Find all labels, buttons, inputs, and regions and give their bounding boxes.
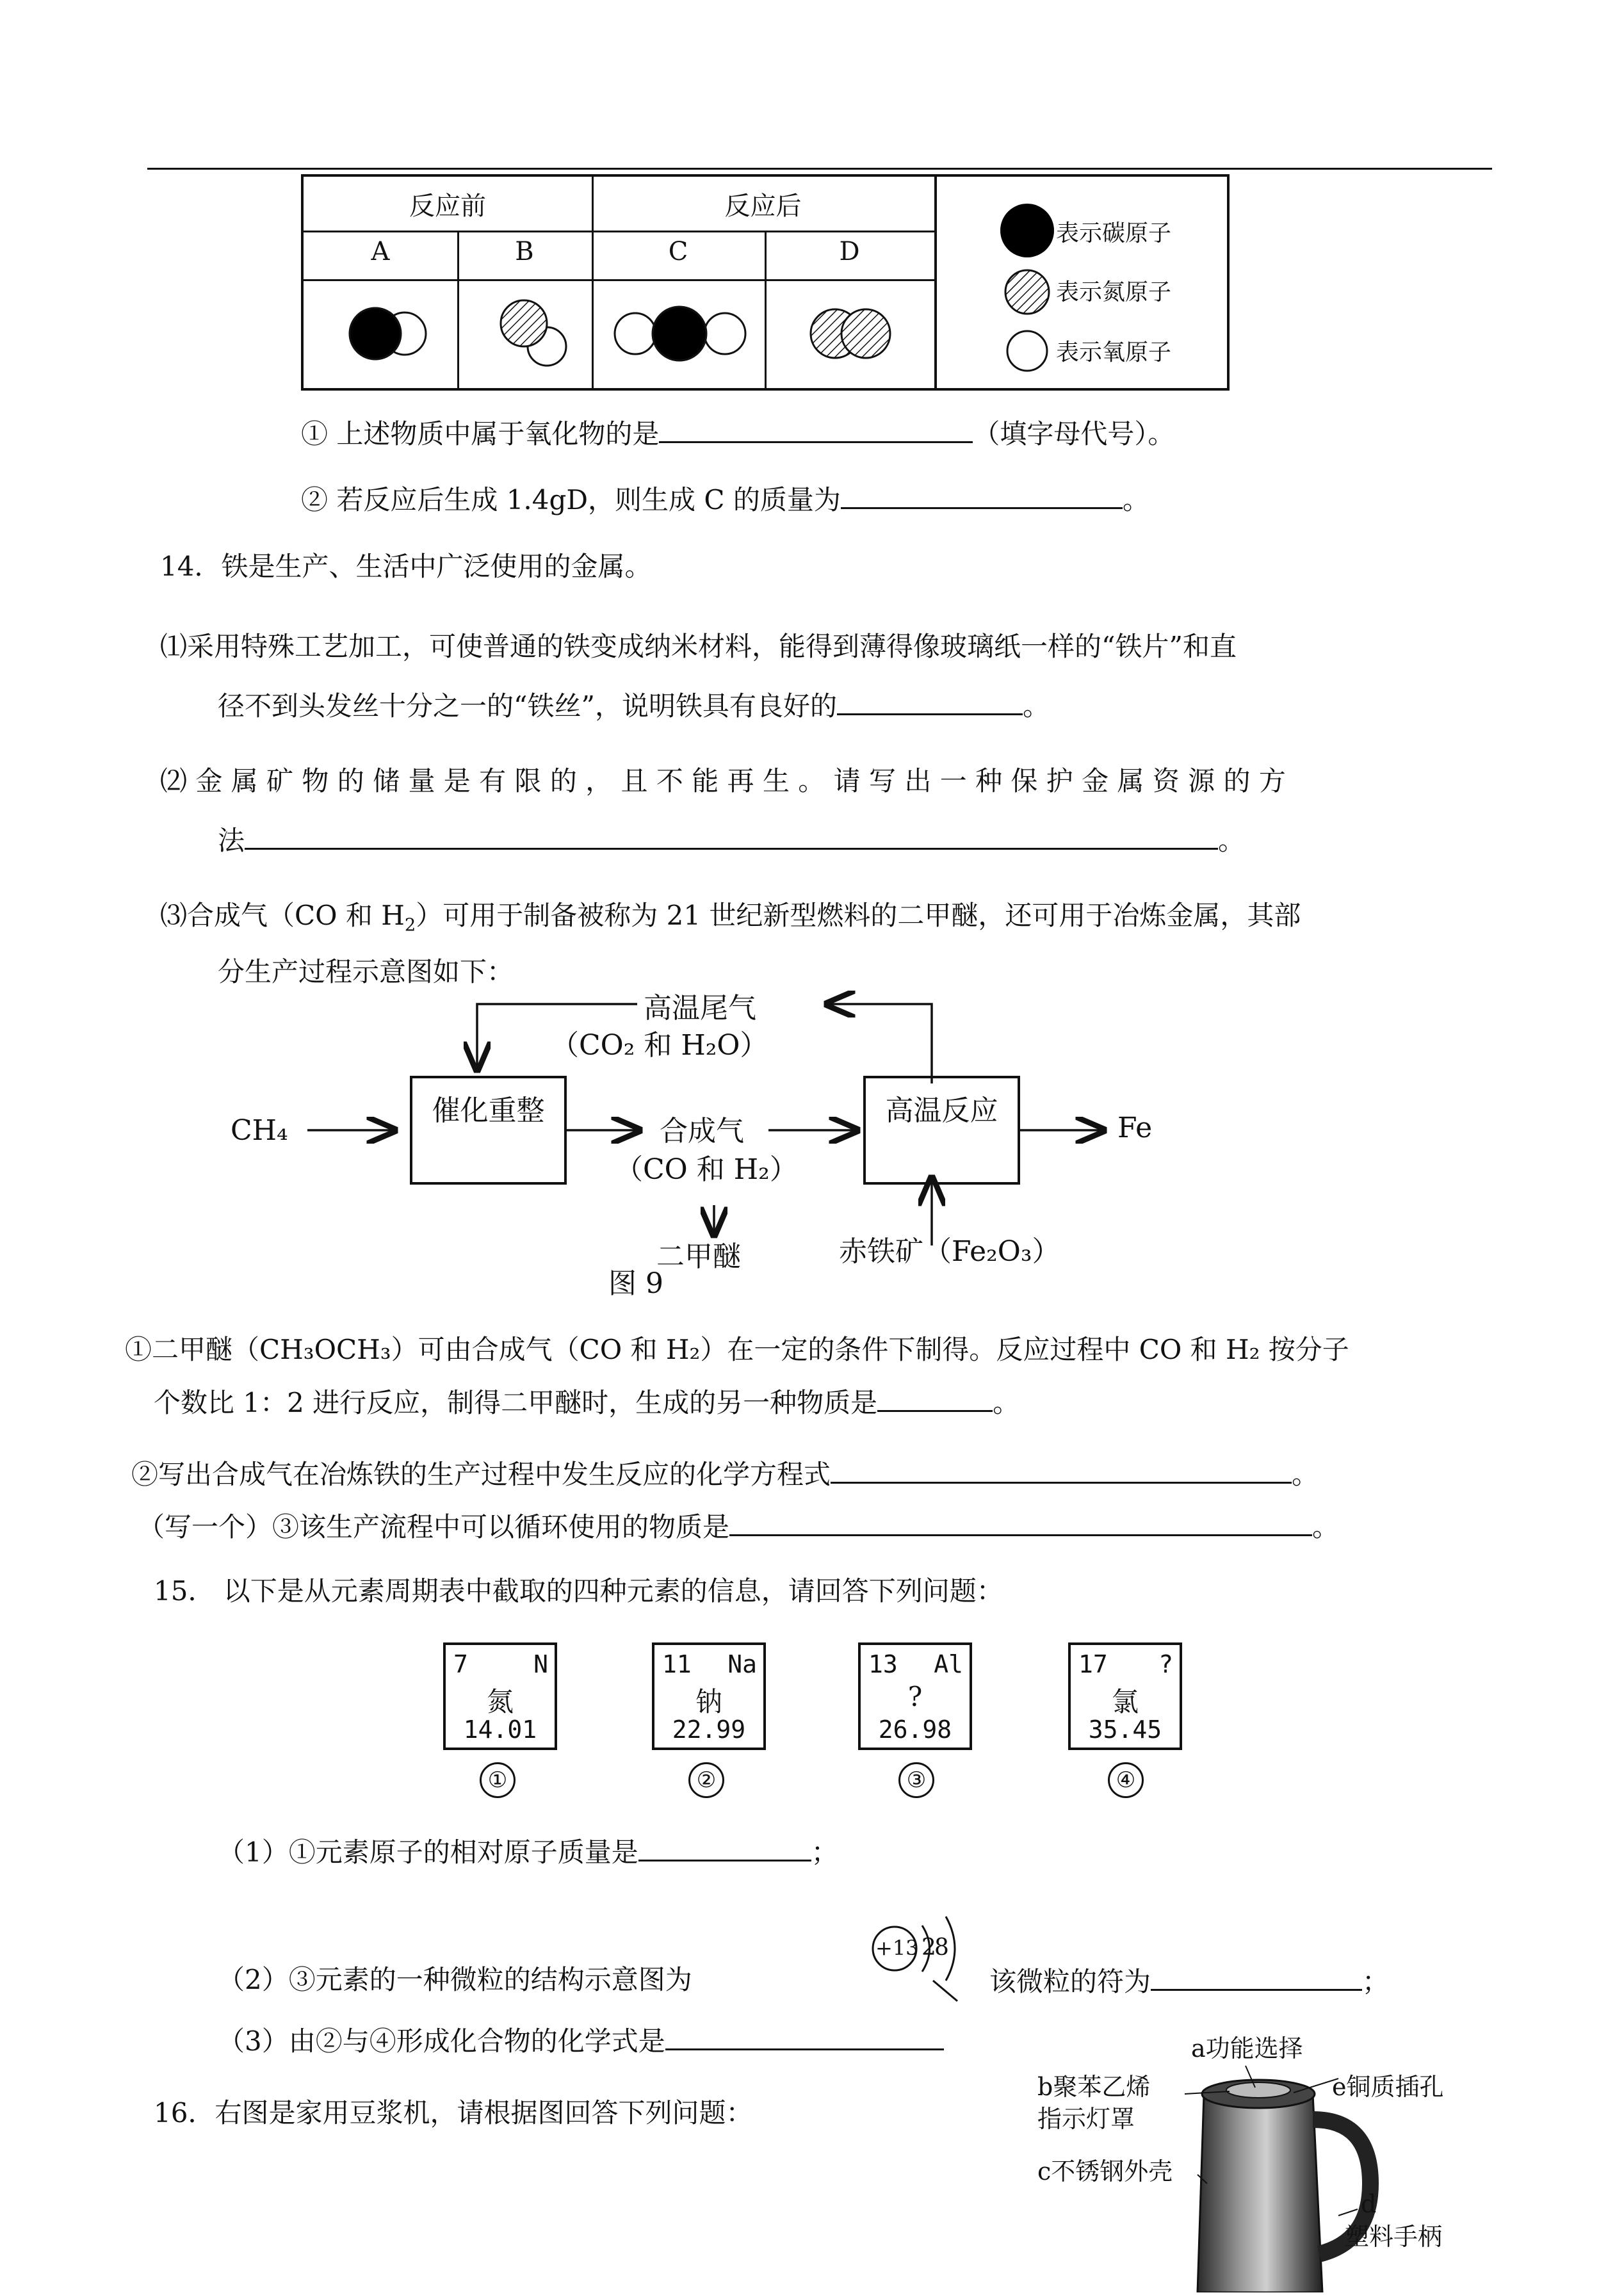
element-name: 氮 bbox=[486, 1686, 514, 1717]
flow-syngas-comp: （CO 和 H₂） bbox=[615, 1153, 798, 1186]
q15-sub2-tail: 该微粒的符为 ； bbox=[989, 1961, 1389, 2001]
flow-ch4: CH₄ bbox=[231, 1114, 288, 1147]
legend-nitrogen: 表示氮原子 bbox=[1056, 279, 1172, 305]
col-b: B bbox=[515, 237, 534, 266]
element-symbol: Na bbox=[727, 1650, 757, 1678]
nucleus-charge: +13 bbox=[875, 1936, 919, 1960]
q14-p1-blank[interactable] bbox=[837, 685, 1023, 715]
q14-sq1-line2: 个数比 1：2 进行反应，制得二甲醚时，生成的另一种物质是 。 bbox=[154, 1382, 1019, 1422]
before-header: 反应前 bbox=[409, 191, 486, 221]
q14-p2-line2: 法 。 bbox=[218, 820, 1245, 860]
element-label-2: ② bbox=[688, 1762, 724, 1798]
q15-sub1: （1）①元素原子的相对原子质量是 ； bbox=[218, 1831, 838, 1872]
flow-dme: 二甲醚 bbox=[656, 1240, 741, 1273]
legend-oxygen: 表示氧原子 bbox=[1056, 339, 1172, 366]
q14-sq2-line2: （写一个）③该生产流程中可以循环使用的物质是 。 bbox=[138, 1506, 1339, 1546]
element-card-na bbox=[652, 1642, 766, 1750]
element-symbol: N bbox=[533, 1650, 548, 1678]
element-name: ? bbox=[907, 1681, 923, 1712]
flow-fe: Fe bbox=[1117, 1112, 1153, 1144]
atom-structure-diagram bbox=[861, 1911, 970, 2007]
q15-title: 15． 以下是从元素周期表中截取的四种元素的信息，请回答下列问题： bbox=[154, 1575, 1003, 1607]
q14-p1-line2: 径不到头发丝十分之一的“铁丝”，说明铁具有良好的 。 bbox=[218, 685, 1050, 726]
element-card-cl bbox=[1068, 1642, 1182, 1750]
element-name: 钠 bbox=[695, 1686, 722, 1717]
q15-sub3-blank[interactable] bbox=[665, 2020, 944, 2050]
q15-sub3: （3）由②与④形成化合物的化学式是 bbox=[218, 2020, 944, 2061]
flow-high-temp-box: 高温反应 bbox=[863, 1076, 1020, 1185]
atomic-mass: 35.45 bbox=[1088, 1715, 1162, 1744]
after-header: 反应后 bbox=[724, 191, 802, 221]
molecule-models bbox=[304, 281, 934, 388]
label-copper-socket: e铜质插孔 bbox=[1332, 2073, 1444, 2101]
col-c: C bbox=[668, 237, 688, 266]
q14-title: 14．铁是生产、生活中广泛使用的金属。 bbox=[160, 551, 652, 582]
q15-sub2: （2）③元素的一种微粒的结构示意图为 bbox=[218, 1964, 692, 1995]
label-indicator-cover-1: b聚苯乙烯 bbox=[1037, 2073, 1151, 2101]
atomic-number: 17 bbox=[1078, 1650, 1108, 1678]
atomic-mass: 14.01 bbox=[463, 1715, 537, 1744]
atomic-number: 7 bbox=[453, 1650, 468, 1678]
atomic-number: 13 bbox=[868, 1650, 898, 1678]
q14-sq3-blank[interactable] bbox=[729, 1506, 1312, 1536]
steel-body bbox=[1198, 2094, 1322, 2292]
q15-sub1-blank[interactable] bbox=[638, 1831, 811, 1861]
label-indicator-cover-2: 指示灯罩 bbox=[1037, 2105, 1135, 2133]
legend-carbon: 表示碳原子 bbox=[1056, 220, 1172, 247]
q14-sq2-blank[interactable] bbox=[831, 1454, 1292, 1484]
molecule-a bbox=[350, 308, 426, 359]
q15-sub2-blank[interactable] bbox=[1151, 1961, 1362, 1991]
q14-p3-line2: 分生产过程示意图如下： bbox=[218, 956, 514, 987]
atomic-mass: 26.98 bbox=[878, 1715, 952, 1744]
header-rule bbox=[147, 168, 1492, 170]
element-card-n bbox=[443, 1642, 557, 1750]
molecule-d bbox=[811, 309, 890, 358]
label-function-select: a功能选择 bbox=[1191, 2034, 1303, 2063]
q14-sq2-line1: ②写出合成气在冶炼铁的生产过程中发生反应的化学方程式 。 bbox=[131, 1454, 1319, 1494]
soymilk-maker-figure bbox=[1037, 2023, 1498, 2292]
element-symbol: ? bbox=[1158, 1650, 1173, 1678]
element-label-4: ④ bbox=[1108, 1762, 1144, 1798]
molecule-c bbox=[615, 307, 745, 361]
label-plastic-handle: 塑料手柄 bbox=[1345, 2223, 1443, 2251]
shell-2-count: 8 bbox=[934, 1934, 949, 1961]
element-label-3: ③ bbox=[898, 1762, 934, 1798]
element-card-al bbox=[858, 1642, 972, 1750]
q14-sq1-line1: ①二甲醚（CH₃OCH₃）可由合成气（CO 和 H₂）在一定的条件下制得。反应过程中 CO 和 H₂ 按分子 bbox=[125, 1334, 1349, 1365]
flow-reformer-box: 催化重整 bbox=[410, 1076, 567, 1185]
col-d: D bbox=[839, 237, 860, 266]
figure-caption: 图 9 bbox=[608, 1267, 663, 1300]
shell-1-count: 2 bbox=[922, 1934, 936, 1961]
reaction-table bbox=[301, 174, 1230, 391]
q16-title: 16．右图是家用豆浆机，请根据图回答下列问题： bbox=[154, 2097, 753, 2129]
carbon-atom-icon bbox=[1000, 204, 1054, 257]
atomic-mass: 22.99 bbox=[672, 1715, 746, 1744]
q13-sub2-blank[interactable] bbox=[841, 479, 1123, 509]
flow-tail-gas-comp: （CO₂ 和 H₂O） bbox=[551, 1029, 768, 1062]
legend-icons bbox=[995, 196, 1059, 382]
q13-sub1: ① 上述物质中属于氧化物的是 （填字母代号）。 bbox=[301, 413, 1174, 453]
molecule-b bbox=[501, 300, 566, 366]
q13-sub1-blank[interactable] bbox=[659, 413, 973, 443]
element-label-1: ① bbox=[480, 1762, 516, 1798]
label-steel-shell: c不锈钢外壳 bbox=[1037, 2157, 1173, 2186]
oxygen-atom-icon bbox=[1007, 331, 1047, 371]
q14-p1-line1: ⑴采用特殊工艺加工，可使普通的铁变成纳米材料，能得到薄得像玻璃纸一样的“铁片”和直 bbox=[160, 631, 1237, 662]
q13-sub2: ② 若反应后生成 1.4gD，则生成 C 的质量为 。 bbox=[301, 479, 1149, 519]
q14-p3-line1: ⑶合成气（CO 和 $H_2$）可用于制备被称为 21 世纪新型燃料的二甲醚，还可用于冶炼金属，其部 bbox=[160, 900, 1301, 936]
col-a: A bbox=[371, 237, 390, 266]
flow-syngas: 合成气 bbox=[660, 1115, 744, 1148]
label-handle-letter: d bbox=[1361, 2190, 1377, 2218]
q14-sq1-blank[interactable] bbox=[877, 1382, 993, 1412]
nitrogen-atom-icon bbox=[1005, 270, 1049, 314]
flow-tail-gas: 高温尾气 bbox=[644, 992, 756, 1025]
flow-hematite: 赤铁矿（Fe₂O₃） bbox=[839, 1235, 1060, 1268]
q14-p2-line1: ⑵ 金 属 矿 物 的 储 量 是 有 限 的 ， 且 不 能 再 生 。 请 写 出 一 种 保 护 金 属 资 源 的 方 bbox=[160, 765, 1286, 797]
element-name: 氯 bbox=[1111, 1686, 1139, 1717]
indicator-cover bbox=[1226, 2082, 1290, 2098]
element-symbol: Al bbox=[934, 1650, 963, 1678]
q14-p2-blank[interactable] bbox=[245, 820, 1218, 850]
atomic-number: 11 bbox=[662, 1650, 692, 1678]
